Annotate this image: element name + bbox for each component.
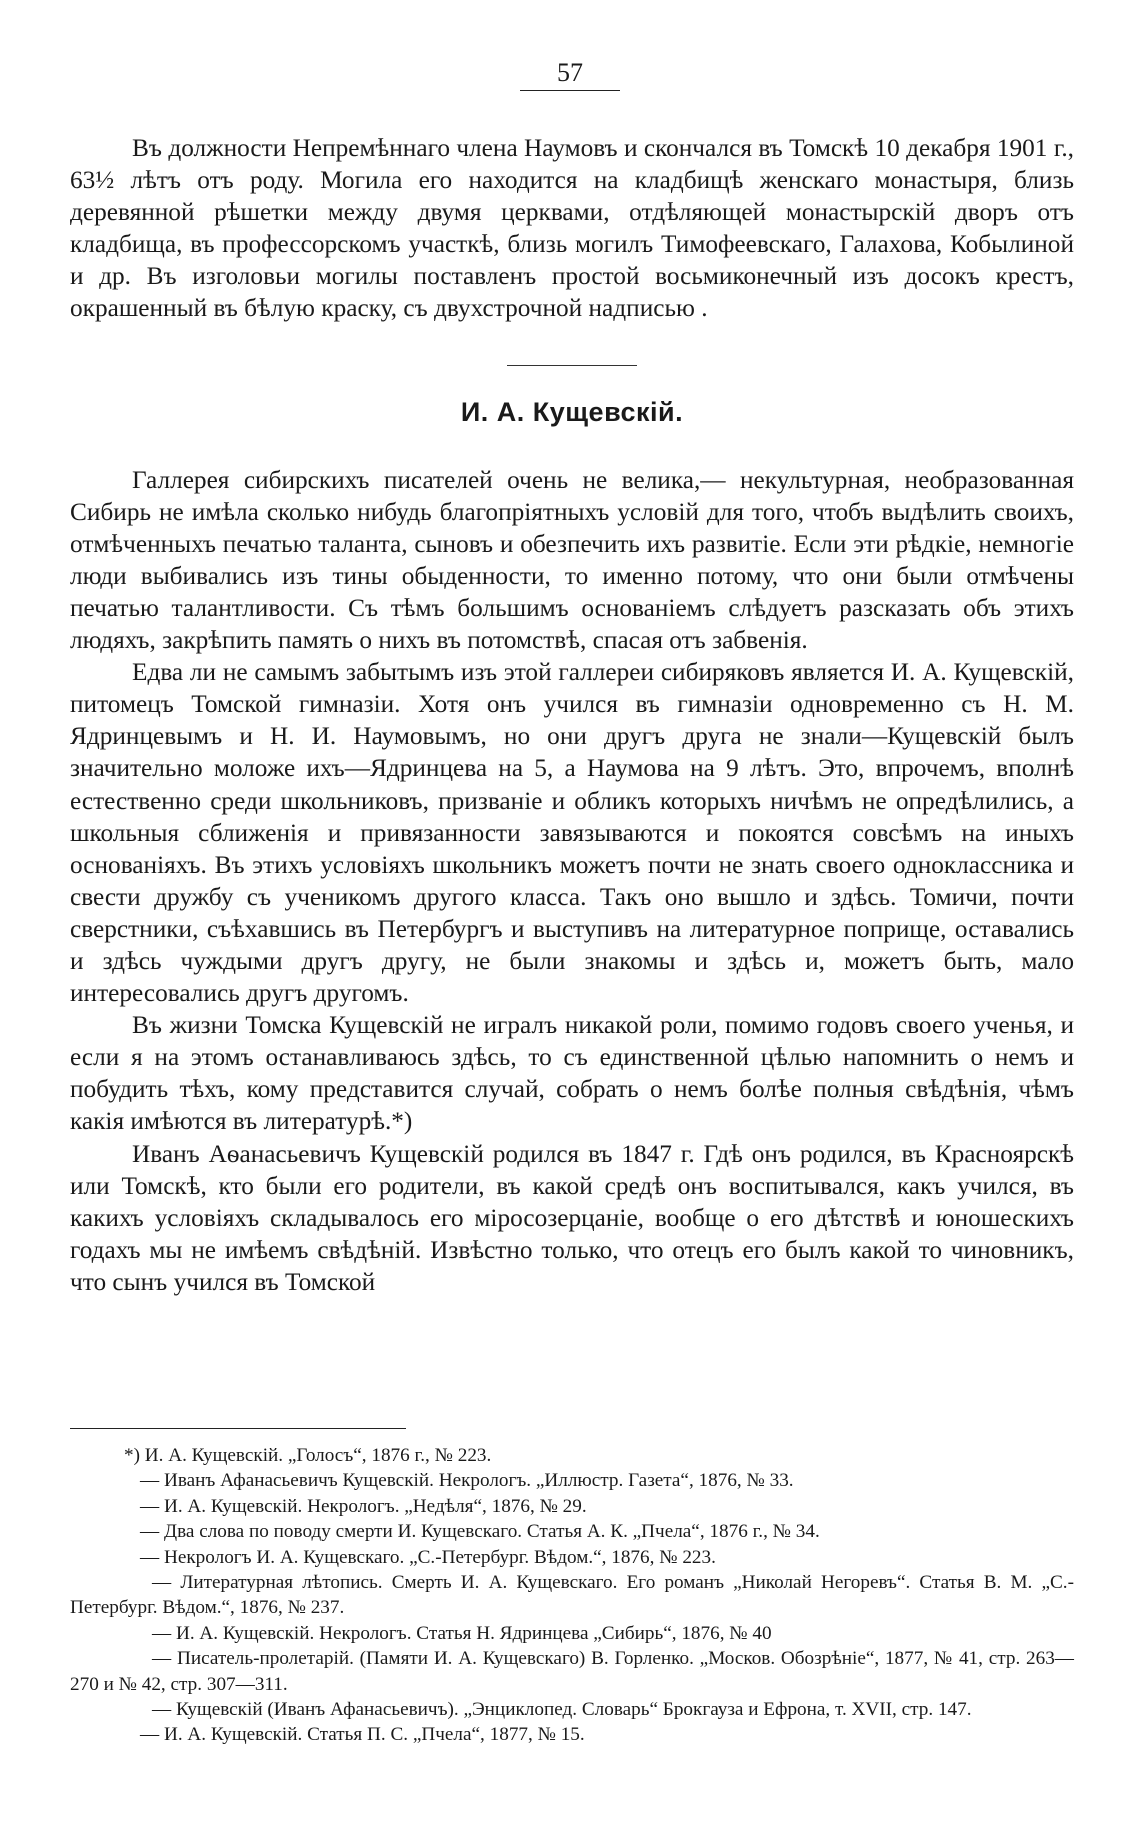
footnote: — И. А. Кущевскій. Некрологъ. Статья Н. Ядринцева „Сибирь“, 1876, № 40 <box>152 1622 772 1644</box>
footnote: *) И. А. Кущевскій. „Голосъ“, 1876 г., № 223. <box>124 1445 492 1466</box>
paragraph: Едва ли не самымъ забытымъ изъ этой галлереи сибиряковъ является И. А. Кущевскій, питомецъ Томской гимназіи. Хотя онъ учился въ гимназіи одновременно съ Н. М. Ядринцевымъ и Н. И. Наумовымъ, но они другъ друга не знали—Кущевскій былъ значительно моложе ихъ—Ядринцева на 5, а Наумова на 9 лѣтъ. Это, впрочемъ, вполнѣ естественно среди школьниковъ, призваніе и обликъ которыхъ ничѣмъ не опредѣлились, а школьныя сближенія и привязанности завязываются и покоятся совсѣмъ на иныхъ основаніяхъ. Въ этихъ условіяхъ школьникъ можетъ почти не знать своего одноклассника и свести дружбу съ ученикомъ другого класса. Такъ оно вышло и здѣсь. Томичи, почти сверстники, съѣхавшись въ Петербургъ и выступивъ на литературное поприще, оставались и здѣсь чуждыми другъ другу, не были знакомы и здѣсь и, можетъ быть, мало интересовались другъ другомъ. <box>70 658 1074 1008</box>
footnote: — Некрологъ И. А. Кущевскаго. „С.-Петербург. Вѣдом.“, 1876, № 223. <box>140 1546 716 1568</box>
section-separator <box>507 365 637 366</box>
main-text <box>70 132 1074 1298</box>
footnote: — И. А. Кущевскій. Статья П. С. „Пчела“, 1877, № 15. <box>140 1724 585 1746</box>
paragraph: Въ жизни Томска Кущевскій не игралъ никакой роли, помимо годовъ своего ученья, и если я на этомъ останавливаюсь здѣсь, то съ единственной цѣлью напомнить о немъ и побудить тѣхъ, кому представится случай, собрать о немъ болѣе полныя свѣдѣнія, чѣмъ какія имѣются въ литературѣ.*) <box>70 1011 1074 1136</box>
page-number-text: 57 <box>520 58 620 91</box>
footnote: — И. А. Кущевскій. Некрологъ. „Недѣля“, 1876, № 29. <box>140 1495 587 1517</box>
footnote: — Писатель-пролетарій. (Памяти И. А. Кущевскаго) В. Горленко. „Москов. Обозрѣніе“, 1877, № 41, стр. 263—270 и № 42, стр. 307—311. <box>70 1648 1074 1695</box>
footnote: — Литературная лѣтопись. Смерть И. А. Кущевскаго. Его романъ „Николай Негоревъ“. Статья В. М. „С.-Петербург. Вѣдом.“, 1876, № 237. <box>70 1572 1074 1619</box>
footnote-rule <box>70 1428 406 1429</box>
page-number <box>0 58 1140 91</box>
intro-paragraph: Въ должности Непремѣннаго члена Наумовъ и скончался въ Томскѣ 10 декабря 1901 г., 63½ лѣтъ отъ роду. Могила его находится на кладбищѣ женскаго монастыря, близь деревянной рѣшетки между двумя церквами, отдѣляющей монастырскій дворъ отъ кладбища, въ профессорскомъ участкѣ, близь могилъ Тимофеевскаго, Галахова, Кобылиной и др. Въ изголовьи могилы поставленъ простой восьмиконечный изъ досокъ крестъ, окрашенный въ бѣлую краску, съ двухстрочной надписью . <box>70 134 1074 323</box>
paragraph: Иванъ Аѳанасьевичъ Кущевскій родился въ 1847 г. Гдѣ онъ родился, въ Красноярскѣ или Томскѣ, кто были его родители, въ какой средѣ онъ воспитывался, какъ учился, въ какихъ условіяхъ складывалось его міросозерцаніе, вообще о его дѣтствѣ и юношескихъ годахъ мы не имѣемъ свѣдѣній. Извѣстно только, что отецъ его былъ какой то чиновникъ, что сынъ учился въ Томской <box>70 1139 1074 1296</box>
footnote: — Два слова по поводу смерти И. Кущевскаго. Статья А. К. „Пчела“, 1876 г., № 34. <box>140 1521 820 1543</box>
paragraph: Галлерея сибирскихъ писателей очень не велика,— некультурная, необразованная Сибирь не имѣла сколько нибудь благопріятныхъ условій для того, чтобъ выдѣлить своихъ, отмѣченныхъ печатью таланта, сыновъ и обезпечить ихъ развитіе. Если эти рѣдкіе, немногіе люди выбивались изъ тины обыденности, то именно потому, что они были отмѣчены печатью талантливости. Съ тѣмъ большимъ основаніемъ слѣдуетъ разсказать объ этихъ людяхъ, закрѣпить память о нихъ въ потомствѣ, спасая отъ забвенія. <box>70 465 1074 655</box>
footnote: — Иванъ Афанасьевичъ Кущевскій. Некрологъ. „Иллюстр. Газета“, 1876, № 33. <box>140 1470 794 1492</box>
footnotes <box>70 1443 1074 1748</box>
section-title: И. А. Кущевскій. <box>460 396 684 427</box>
footnote: — Кущевскій (Иванъ Афанасьевичъ). „Энциклопед. Словарь“ Брокгауза и Ефрона, т. XVII, стр. 147. <box>152 1699 972 1721</box>
